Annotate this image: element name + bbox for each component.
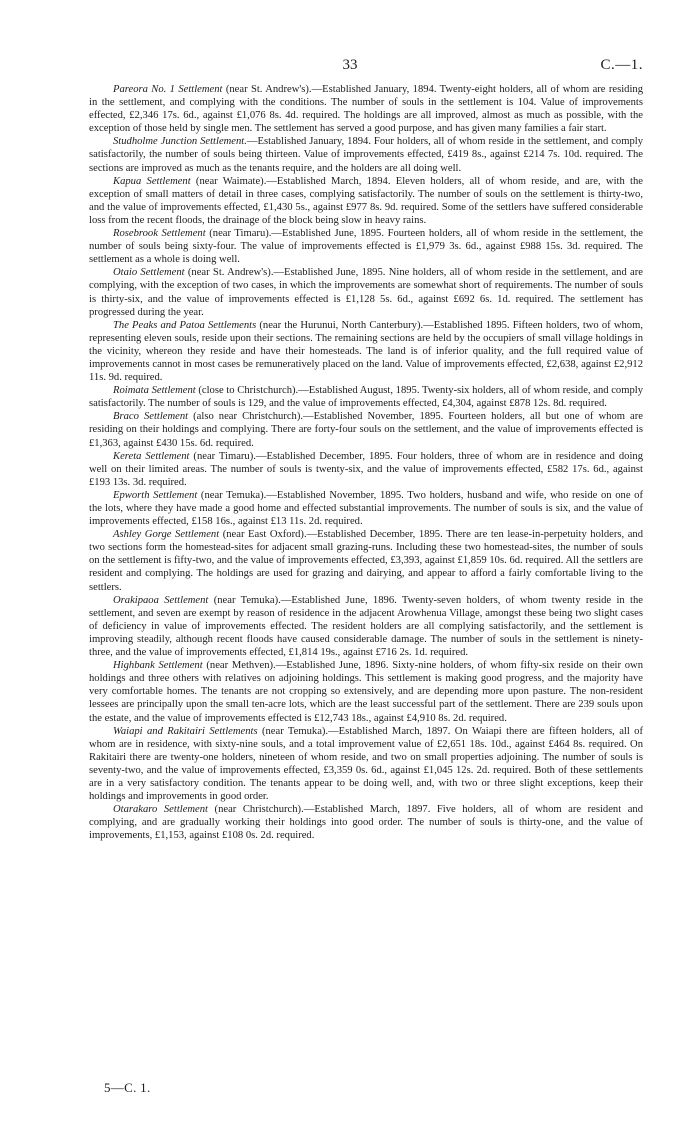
settlement-report: (near St. Andrew's).—Established June, 1895. Nine holders, all of whom reside in the settlement, and are complying, with the exception of two cases, in which the improvements are somewhat short of requirements. The number of souls is thirty-six, and the value of improvements effected is £1,128 5s. 6d., against £692 6s. 1d. required. The settlement has progressed during the year. <box>89 267 643 318</box>
settlement-report: (near the Hurunui, North Canterbury).—Established 1895. Fifteen holders, two of whom, representing eleven souls, reside upon their sections. The remaining sections are held by the occupiers of small village holdings in the vicinity, whereon they reside and have their homesteads. The land is of inferior quality, and the full required value of improvements cannot in most cases be remuneratively placed on the land. Value of improvements effected, £2,638, against £2,912 11s. 9d. required. <box>89 319 643 384</box>
settlement-paragraph <box>89 227 643 266</box>
settlement-paragraph <box>89 528 643 593</box>
settlement-report: (near Waimate).—Established March, 1894. Eleven holders, all of whom reside, and are, with the exception of small matters of detail in three cases, complying satisfactorily. The number of souls on the settlement is thirty-two, and the value of improvements effected, £1,430 5s., against £977 8s. 9d. required. Some of the settlers have suffered considerable loss from the recent floods, the drainage of the block being slow in heavy rains. <box>89 175 643 226</box>
page-number: 33 <box>342 57 358 73</box>
sheet-signature: 5—C. 1. <box>104 1080 151 1095</box>
settlement-paragraph <box>89 410 643 449</box>
settlement-name: The Peaks and Patoa Settlements <box>113 319 257 331</box>
settlement-paragraph <box>89 135 643 174</box>
settlement-report: (near Timaru).—Established June, 1895. Fourteen holders, all of whom reside in the settlement, the number of souls being sixty-four. The value of improvements effected is £1,979 3s. 6d., against £988 15s. 3d. required. The settlement as a whole is doing well. <box>89 228 644 266</box>
settlement-name: Rosebrook Settlement <box>113 228 206 240</box>
settlement-paragraph <box>89 83 643 135</box>
settlement-name: Kereta Settlement <box>113 450 190 462</box>
settlement-paragraph <box>89 659 643 724</box>
settlement-report: (near Temuka).—Established June, 1896. Twenty-seven holders, of whom twenty reside in the settlement, and seven are exempt by reason of residence in the adjacent Arowhenua Village, amongst these being two slight cases of deficiency in value of improvements effected. The resident holders are all complying satisfactorily, and the settlement is improving steadily, although recent floods have caused considerable damage. The number of souls in the settlement is ninety-three, and the value of improvements effected, £1,814 19s., against £716 2s. 1d. required. <box>89 594 643 659</box>
settlement-report: (near East Oxford).—Established December, 1895. There are ten lease-in-perpetuity holders, and two sections form the homestead-sites for adjacent small grazing-runs. Including these two homestead-sites, the number of souls on the settlement is fifty-two, and the value of improvements effected, £3,393, against £1,859 10s. 6d. required. All the settlers are resident and complying. The holdings are used for grazing and dairying, and appear to afford a fairly comfortable living to the settlers. <box>89 529 643 593</box>
settlement-name: Pareora No. 1 Settlement <box>113 84 223 95</box>
settlement-name: Kapua Settlement <box>113 175 191 187</box>
settlement-paragraph <box>89 489 643 528</box>
settlement-report: (near St. Andrew's).—Established January, 1894. Twenty-eight holders, all of whom are residing in the settlement, and complying with the conditions. The number of souls in the settlement is 104. Value of improvements effected, £2,346 17s. 6d., against £1,076 8s. 4d. required. The holdings are all improved, almost as much as possible, with the exception of those held by single men. The settlement has served a good purpose, and has given many families a fair start. <box>89 84 643 135</box>
settlement-report: (near Christchurch).—Established March, 1897. Five holders, all of whom are resident and complying, and are gradually working their holdings into good order. The number of souls is thirty-one, and the value of improvements, £1,153, against £108 0s. 2d. required. <box>89 804 643 842</box>
settlement-report: (near Methven).—Established June, 1896. Sixty-nine holders, of whom fifty-six reside on their own holdings and three others with relatives on adjoining holdings. This settlement is making good progress, and the majority have very comfortable homes. The tenants are not cropping so extensively, and are depending more upon pasture. The non-resident lessees are principally upon the small ten-acre lots, which are the least successful part of the settlement. There are 239 souls upon the estate, and the value of improvements effected is £12,743 18s., against £4,910 8s. 2d. required. <box>89 660 643 724</box>
report-body <box>89 83 643 842</box>
settlement-paragraph <box>89 384 643 410</box>
settlement-name: Waiapi and Rakitairi Settlements <box>113 725 258 737</box>
settlement-name: Studholme Junction Settlement. <box>113 136 247 148</box>
settlement-paragraph <box>89 803 643 842</box>
settlement-report: (also near Christchurch).—Established November, 1895. Fourteen holders, all but one of whom are residing on their holdings and complying. There are forty-four souls on the settlement, and the value of improvements effected is £1,363, against £430 15s. 6d. required. <box>89 411 643 449</box>
settlement-paragraph <box>89 594 643 659</box>
settlement-paragraph <box>89 450 643 489</box>
settlement-name: Ashley Gorge Settlement <box>113 529 220 541</box>
settlement-report: (near Timaru).—Established December, 1895. Four holders, three of whom are in residence and doing well on their limited areas. The number of souls is twenty-six, and the value of improvements effected, £582 17s. 6d., against £193 13s. 3d. required. <box>89 450 643 488</box>
settlement-name: Braco Settlement <box>113 411 189 423</box>
settlement-name: Highbank Settlement <box>113 660 203 672</box>
settlement-paragraph <box>89 266 643 318</box>
settlement-name: Otaio Settlement <box>113 267 185 279</box>
document-reference: C.—1. <box>600 57 643 73</box>
settlement-name: Epworth Settlement <box>113 489 198 501</box>
settlement-name: Orakipaoa Settlement <box>113 594 209 606</box>
settlement-name: Otarakaro Settlement <box>113 804 208 816</box>
settlement-paragraph <box>89 725 643 804</box>
settlement-report: (close to Christchurch).—Established August, 1895. Twenty-six holders, all of whom reside, and comply satisfactorily. The number of souls is 129, and the value of improvements effected, £4,304, against £878 12s. 8d. required. <box>89 385 643 410</box>
settlement-report: (near Temuka).—Established November, 1895. Two holders, husband and wife, who reside on one of the lots, where they have made a good home and effected substantial improvements. The number of souls is six, and the value of improvements effected, £158 16s., against £13 11s. 2d. required. <box>89 489 644 528</box>
settlement-report: —Established January, 1894. Four holders, all of whom reside in the settlement, and comply satisfactorily, the number of souls being thirteen. Value of improvements effected, £419 8s., against £214 7s. 10d. required. The sections are improved as much as the tenants require, and the holders are all doing well. <box>89 136 643 174</box>
settlement-paragraph <box>89 319 643 384</box>
settlement-paragraph <box>89 175 643 227</box>
settlement-name: Roimata Settlement <box>113 385 196 397</box>
settlement-report: (near Temuka).—Established March, 1897. On Waiapi there are fifteen holders, all of whom are in residence, with sixty-nine souls, and a total improvement value of £2,651 18s. 10d., against £464 8s. required. On Rakitairi there are twenty-one holders, nineteen of whom reside, and two on small properties adjoining. The number of souls is seventy-two, and the value of improvements effected, £3,359 0s. 6d., against £1,045 12s. 2d. required. Both of these settlements are in a very satisfactory condition. The tenants appear to be doing well, and, with two or three slight exceptions, keep their holdings and improvements in good order. <box>89 725 643 803</box>
